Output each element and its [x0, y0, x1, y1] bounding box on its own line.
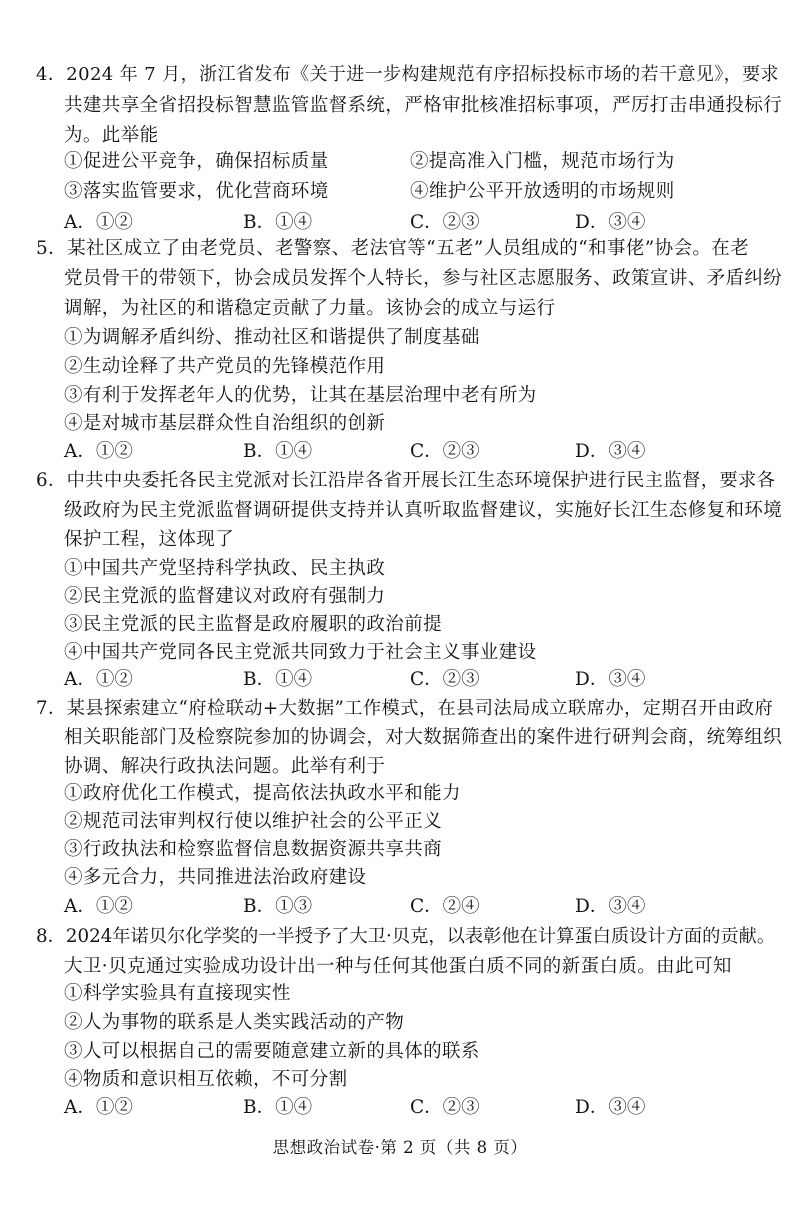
answer-choice-d: D．③④ [575, 669, 646, 690]
option-statement: ①中国共产党坚持科学执政、民主执政 [64, 558, 386, 579]
question-stem-line: 4．2024 年 7 月，浙江省发布《关于进一步构建规范有序招标投标市场的若干意见》，要求 [36, 64, 779, 85]
option-statement: ④中国共产党同各民主党派共同致力于社会主义事业建设 [64, 642, 537, 663]
question-stem-line: 相关职能部门及检察院参加的协调会，对大数据筛查出的案件进行研判会商，统筹组织 [64, 727, 783, 748]
answer-choice-b: B．①③ [243, 896, 313, 917]
option-statement: ③人可以根据自己的需要随意建立新的具体的联系 [64, 1041, 480, 1062]
answer-choice-d: D．③④ [575, 441, 646, 462]
answer-choice-d: D．③④ [575, 212, 646, 233]
question-stem-line: 级政府为民主党派监督调研提供支持并认真听取监督建议，实施好长江生态修复和环境 [64, 500, 783, 521]
question-stem-line: 为。此举能 [64, 125, 159, 146]
option-statement: ③民主党派的民主监督是政府履职的政治前提 [64, 614, 443, 635]
option-statement: ③行政执法和检察监督信息数据资源共享共商 [64, 839, 443, 860]
option-statement: ④物质和意识相互依赖，不可分割 [64, 1069, 348, 1090]
question-stem-line: 8．2024年诺贝尔化学奖的一半授予了大卫·贝克，以表彰他在计算蛋白质设计方面的贡献。 [36, 926, 776, 947]
option-statement: ②规范司法审判权行使以维护社会的公平正义 [64, 811, 443, 832]
question-stem-line: 6．中共中央委托各民主党派对长江沿岸各省开展长江生态环境保护进行民主监督，要求各 [36, 470, 776, 491]
option-statement: ①促进公平竞争，确保招标质量 [64, 151, 329, 172]
answer-choice-c: C．②③ [410, 669, 480, 690]
answer-choice-a: A．①② [64, 1097, 133, 1118]
answer-choice-a: A．①② [64, 896, 133, 917]
option-statement: ②生动诠释了共产党员的先锋模范作用 [64, 356, 386, 377]
option-statement: ②提高准入门槛，规范市场行为 [410, 151, 675, 172]
option-statement: ①政府优化工作模式，提高依法执政水平和能力 [64, 783, 461, 804]
answer-choice-d: D．③④ [575, 1097, 646, 1118]
answer-choice-c: C．②③ [410, 1097, 480, 1118]
page-footer: 思想政治试卷·第 2 页（共 8 页） [272, 1138, 528, 1157]
answer-choice-a: A．①② [64, 669, 133, 690]
option-statement: ①为调解矛盾纠纷、推动社区和谐提供了制度基础 [64, 327, 480, 348]
question-stem-line: 共建共享全省招投标智慧监管监督系统，严格审批核准招标事项，严厉打击串通投标行 [64, 95, 783, 116]
question-stem-line: 调解，为社区的和谐稳定贡献了力量。该协会的成立与运行 [64, 298, 556, 319]
question-stem-line: 协调、解决行政执法问题。此举有利于 [64, 756, 386, 777]
answer-choice-a: A．①② [64, 441, 133, 462]
option-statement: ③落实监管要求，优化营商环境 [64, 181, 329, 202]
question-stem-line: 7．某县探索建立“府检联动+大数据”工作模式，在县司法局成立联席办，定期召开由政府 [36, 698, 774, 719]
answer-choice-b: B．①④ [243, 1097, 313, 1118]
option-statement: ②民主党派的监督建议对政府有强制力 [64, 586, 386, 607]
question-stem-line: 大卫·贝克通过实验成功设计出一种与任何其他蛋白质不同的新蛋白质。由此可知 [64, 956, 732, 977]
answer-choice-c: C．②③ [410, 441, 480, 462]
option-statement: ③有利于发挥老年人的优势，让其在基层治理中老有所为 [64, 385, 537, 406]
option-statement: ④多元合力，共同推进法治政府建设 [64, 867, 367, 888]
question-stem-line: 5．某社区成立了由老党员、老警察、老法官等“五老”人员组成的“和事佬”协会。在老 [36, 238, 750, 259]
answer-choice-c: C．②③ [410, 212, 480, 233]
question-stem-line: 党员骨干的带领下，协会成员发挥个人特长，参与社区志愿服务、政策宣讲、矛盾纠纷 [64, 268, 783, 289]
option-statement: ④维护公平开放透明的市场规则 [410, 181, 675, 202]
answer-choice-d: D．③④ [575, 896, 646, 917]
option-statement: ②人为事物的联系是人类实践活动的产物 [64, 1012, 405, 1033]
option-statement: ①科学实验具有直接现实性 [64, 983, 291, 1004]
question-stem-line: 保护工程，这体现了 [64, 529, 235, 550]
option-statement: ④是对城市基层群众性自治组织的创新 [64, 413, 386, 434]
answer-choice-b: B．①④ [243, 669, 313, 690]
answer-choice-b: B．①④ [243, 441, 313, 462]
answer-choice-b: B．①④ [243, 212, 313, 233]
answer-choice-a: A．①② [64, 212, 133, 233]
answer-choice-c: C．②④ [410, 896, 480, 917]
